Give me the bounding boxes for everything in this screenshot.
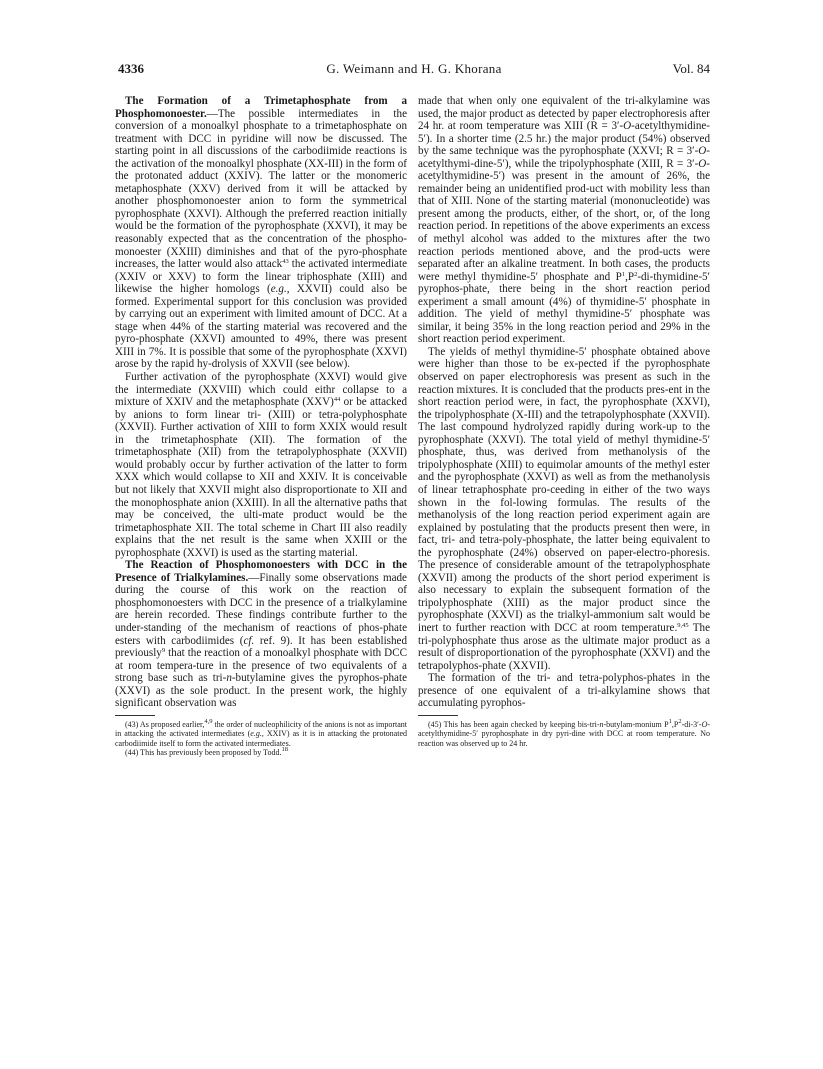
trialkylamine-paragraph-continued: made that when only one equivalent of the tri-alkylamine was used, the major product as detected by paper electrophoresis after 24 hr. at room temperature was XIII (R = 3′-O-acetylthymidine-5′). In a shorter time (2.5 hr.) the major product (54%) observed by the same technique was the pyrophosphate (XXVI; R = 3′-O-acetylthymi-dine-5′), while the tripolyphosphate (XIII, R = 3′-O-acetylthymidine-5′) was present in the amount of 26%, the remainder being an unidentified prod-uct with mobility less than that of XIII. None of the starting material (mononucleotide) was present among the products, either, of the short, or, of the long reaction period. In repetitions of the above experiments an excess of methyl alcohol was added to the mixtures after the two reaction periods mentioned above, and the prod-ucts were separated after an alkaline treatment. In both cases, the products were methyl thymidine-5′ phosphate and $P^1,P^2-di-thymidine-5'$ pyrophos-phate, there being in the short reaction period experiment a small amount (4%) of thymidine-5′ phosphate in addition. The yield of methyl thymidine-5′ phosphate was similar, it being 35% in the long reaction period and 29% in the short reaction period experiment. [418,95,710,346]
volume-label: Vol. 84 [672,61,710,76]
right-column [418,95,710,748]
reference-marker: 44 [333,396,341,404]
left-column [115,95,407,758]
reference-marker: 43 [282,258,289,266]
running-head-authors: G. Weimann and H. G. Khorana [326,61,502,76]
running-header [118,61,710,79]
section-trimetaphosphate-paragraph-2: Further activation of the pyrophosphate (XXVI) would give the intermediate (XXVIII) which could eithr collapse to a mixture of XXIV and the metaphosphate (XXV)$^{44}$ or be attacked by anions to form linear tri- (XIII) or tetra-polyphosphate (XXVII). Further activation of XIII to form XXIX would result in the trimetaphosphate (XII). The formation of the trimetaphosphate (XII) from the tetrapolyphosphate (XXVII) would probably occur by further activation of the latter to form XXX which would collapse to XII and XXIV. It is conceivable but not likely that XXVII might also disproportionate to XII and the monophosphate anion (XXIII). In all the alternative paths that may be conceived, the ulti-mate product would be the trimetaphosphate XII. The total scheme in Chart III also readily explains that the net result is the same when XXIII or the pyrophosphate (XXVI) is used as the starting material. [115,371,407,559]
reference-marker: 9,45 [677,621,689,629]
footnote-divider [115,715,155,716]
page-number: 4336 [118,61,144,76]
methanolysis-paragraph: The yields of methyl thymidine-5′ phosphate obtained above were higher than those to be ex-pected if the pyrophosphate observed on paper electrophoresis was present as such in the reaction mixtures. It is concluded that the products pres-ent in the short reaction period were, in fact, the pyrophosphate (XXVI), the tripolyphosphate (X-III) and the tetrapolyphosphate (XXVII). The last compound hydrolyzed rapidly during work-up to the pyrophosphate (XXVI). The total yield of methyl thymidine-5′ phosphate, thus, was derived from methanolysis of the tripolyphosphate (XIII) to equimolar amounts of the methyl ester and the pyrophosphate (XXVI) as well as from the methanolysis of linear tetraphosphate pro-ceeding in either of the two ways shown in the fol-lowing formulas. The results of the methanolysis of the long reaction period experiment again are explained by postulating that the products present then were, in fact, tri- and tetra-poly-phosphate, the latter being equivalent to the pyrophosphate (24%) observed on paper-electro-phoresis. The presence of considerable amount of the tetrapolyphosphate (XXVII) among the products of the short period experiment is also necessary to explain the subsequent formation of the tripolyphosphate (XIII) as the major product since the pyrophosphate (XXVI) as the trialkyl-ammonium salt would be inert to further reaction with DCC at room temperature.$^{9,45}$ The tri-polyphosphate thus arose as the ultimate major product as a result of disproportionation of the pyrophosphate (XXVI) and the tetrapolyphos-phate (XXVII). [418,345,710,672]
footnote-43: (43) As proposed earlier,$^{4,9}$ the order of nucleophilicity of the anions is not as important in attacking the activated intermediates (e.g., XXIV) as it is in attacking the protonated carbodiimide itself to form the activated intermediates. [115,717,407,748]
reference-marker: 9 [161,647,166,655]
footnote-divider [418,715,458,716]
section-heading-trialkylamine: The Reaction of Phosphomonoesters with DCC in the Presence of Trialkylamines. [115,559,407,584]
section-trimetaphosphate-paragraph-1: The Formation of a Trimetaphosphate from a Phosphomonoester.—The possible intermediates in the conversion of a monoalkyl phosphate to a trimetaphosphate on treatment with DCC in pyridine will now be discussed. The starting point in all discussions of the carbodiimide reactions is the activation of the monoalkyl phosphate (XX-III) in the form of the protonated adduct (XXIV). The latter or the monomeric metaphosphate (XXV) derived from it will be attacked by another phosphomonoester anion to form the symmetrical pyrophosphate (XXVI). Although the preferred reaction initially would be the formation of the pyrophosphate (XXVI), it may be reasonably expected that as the concentration of the phospho-monoester (XXIII) diminishes and that of the pyro-phosphate increases, the latter would also attack$^{43}$ the activated intermediate (XXIV or XXV) to form the linear triphosphate (XIII) and likewise the higher homologs (e.g., XXVII) could also be formed. Experimental support for this conclusion was provided by carrying out an experiment with limited amount of DCC. At a stage when 44% of the starting material was recovered and the pyro-phosphate (XXVI) amounted to 49%, there was present XIII in 7%. It is possible that some of the pyrophosphate (XXVI) arose by the rapid hy-drolysis of XXVII (see below). [115,95,407,371]
polyphosphate-formation-paragraph: The formation of the tri- and tetra-polyphos-phates in the presence of one equivalent of a tri-alkylamine shows that accumulating pyrophos- [418,672,710,710]
footnote-45: (45) This has been again checked by keeping bis-tri-n-butylam-monium $P^1,P^2-di-3'-O-acetylthymidine-5'$ pyrophosphate in dry pyri-dine with DCC at room temperature. No reaction was observed up to 24 hr. [418,717,711,748]
footnote-44: (44) This has previously been proposed by Todd.$^{18}$ [125,746,288,758]
section-heading-trimetaphosphate: The Formation of a Trimetaphosphate from a Phosphomonoester. [115,95,407,120]
section-trialkylamine-paragraph-1: The Reaction of Phosphomonoesters with DCC in the Presence of Trialkylamines.—Finally some observations made during the course of this work on the reaction of phosphomonoesters with DCC in the presence of a trialkylamine are herein recorded. These findings contribute further to the under-standing of the mechanism of reactions of phos-phate esters with carbodiimides (cf. ref. 9). It has been established previously$^9$ that the reaction of a monoalkyl phosphate with DCC at room tempera-ture in the presence of two equivalents of a strong base such as tri-n-butylamine gives the pyrophos-phate (XXVI) as the sole product. In the present work, the highly significant observation was [115,559,407,710]
